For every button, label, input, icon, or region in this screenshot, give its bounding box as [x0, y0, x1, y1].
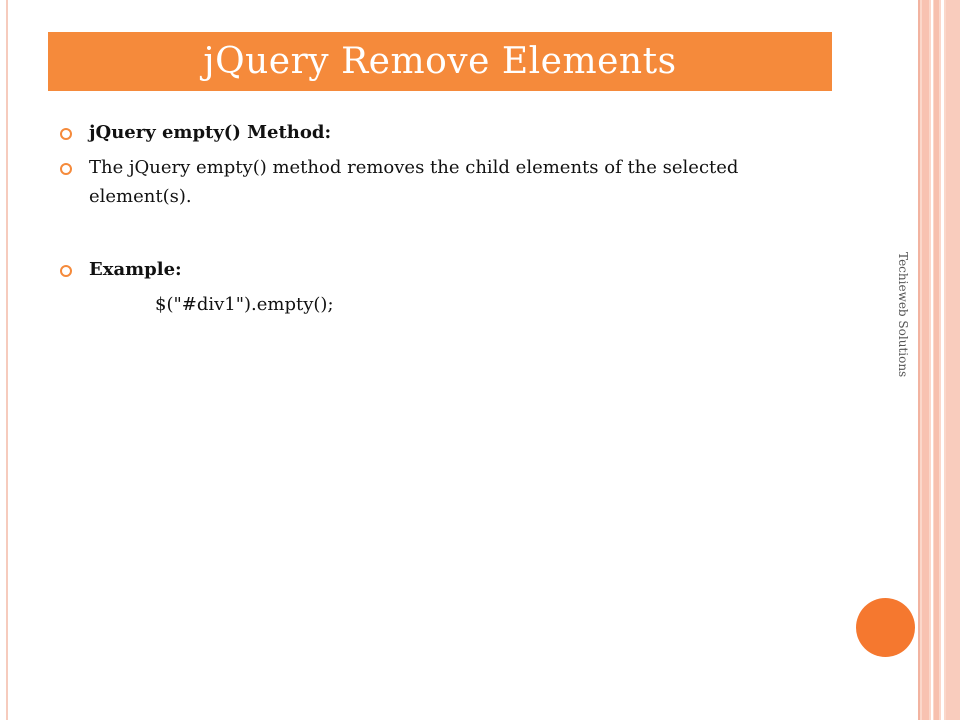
bullet-item — [58, 153, 818, 211]
decorative-stripe — [941, 0, 944, 720]
code-example: $("#div1").empty(); — [155, 294, 334, 315]
bullet-circle-icon — [60, 163, 72, 175]
decorative-stripe — [922, 0, 929, 720]
bullet-circle-icon — [60, 265, 72, 277]
decorative-stripe — [931, 0, 933, 720]
bullet-item — [58, 118, 818, 147]
decorative-stripe — [934, 0, 939, 720]
title-bar — [48, 32, 832, 91]
decorative-circle — [856, 598, 915, 657]
slide-title: jQuery Remove Elements — [203, 41, 677, 82]
bullet-circle-icon — [60, 128, 72, 140]
bullet-text: jQuery empty() Method: — [89, 122, 332, 143]
bullet-text: The jQuery empty() method removes the child elements of the selected element(s). — [89, 157, 739, 207]
bullet-text: Example: — [89, 259, 182, 280]
bullet-list — [58, 118, 818, 319]
decorative-stripe — [946, 0, 960, 720]
decorative-stripe — [918, 0, 920, 720]
side-footer-label: Techieweb Solutions — [896, 252, 910, 378]
left-border-line — [6, 0, 8, 720]
bullet-item — [58, 255, 818, 284]
